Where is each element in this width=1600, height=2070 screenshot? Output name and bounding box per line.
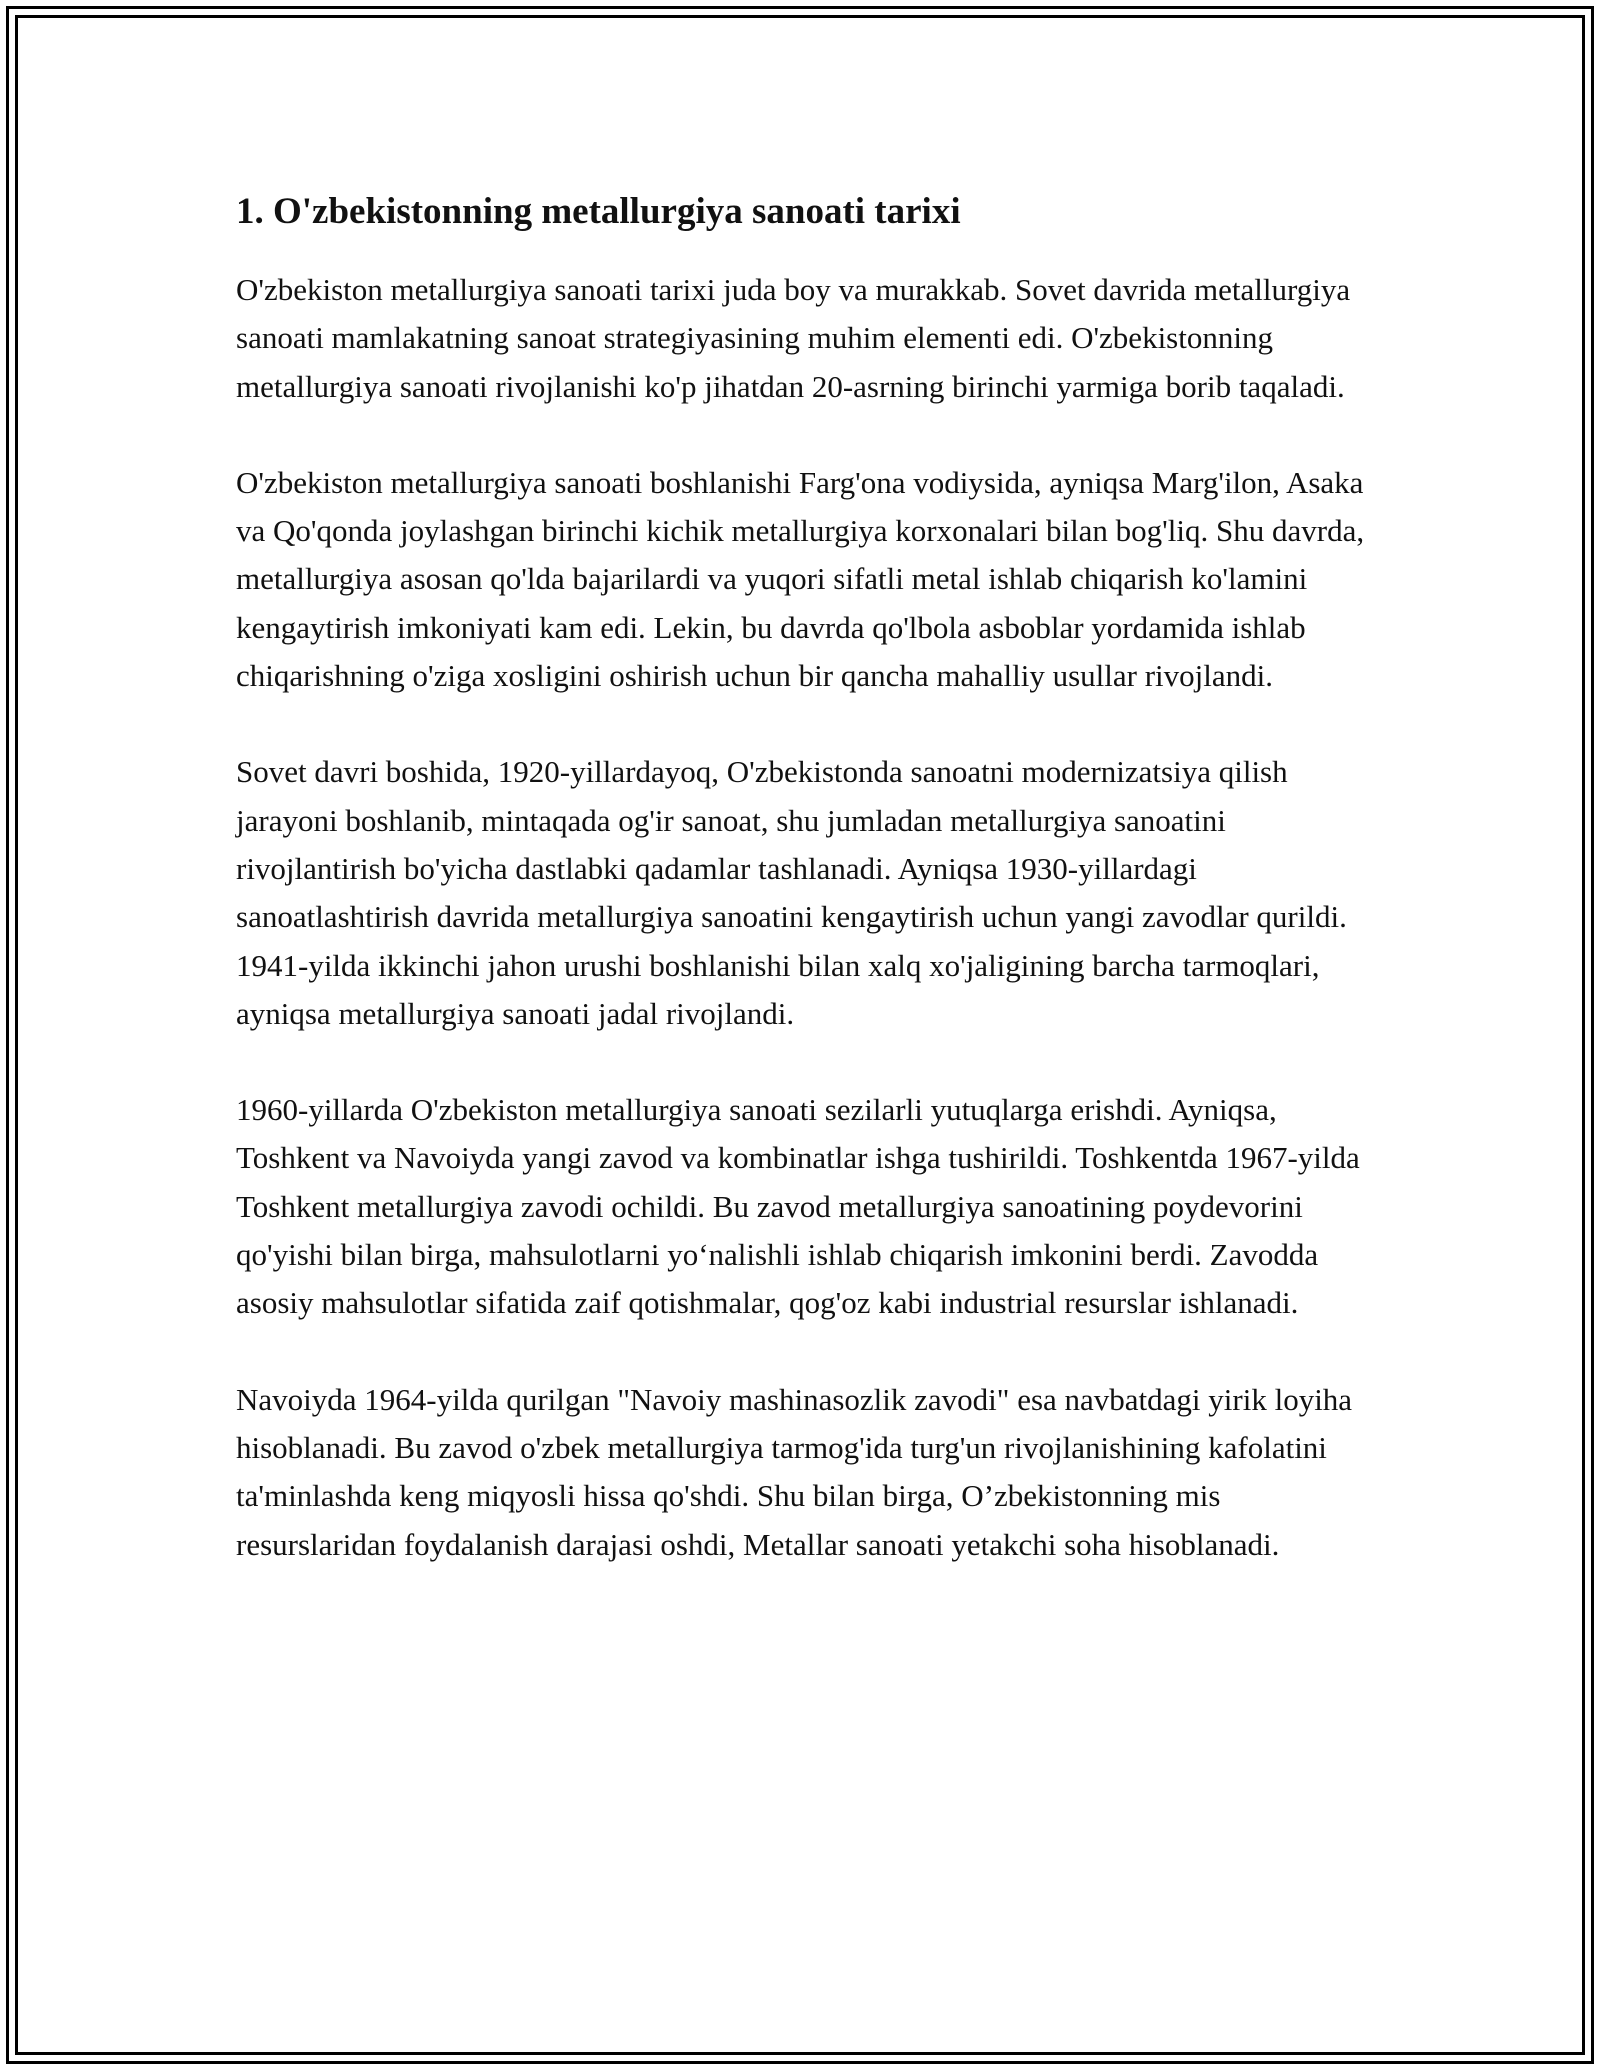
- paragraph-1: O'zbekiston metallurgiya sanoati tarixi juda boy va murakkab. Sovet davrida metallurgiya sanoati mamlakatning sanoat strategiyasining muhim elementi edi. O'zbekistonning metallurgiya sanoati rivojlanishi ko'p jihatdan 20-asrning birinchi yarmiga borib taqaladi.: [236, 272, 1351, 404]
- document-body: [236, 188, 1366, 1617]
- paragraph-4: 1960-yillarda O'zbekiston metallurgiya sanoati sezilarli yutuqlarga erishdi. Ayniqsa, Toshkent va Navoiyda yangi zavod va kombinatlar ishga tushirildi. Toshkentda 1967-yilda Toshkent metallurgiya zavodi ochildi. Bu zavod metallurgiya sanoatining poydevorini qo'yishi bilan birga, mahsulotlarni yo‘nalishli ishlab chiqarish imkonini berdi. Zavodda asosiy mahsulotlar sifatida zaif qotishmalar, qog'oz kabi industrial resurslar ishlanadi.: [236, 1092, 1360, 1321]
- page-title: 1. O'zbekistonning metallurgiya sanoati tarixi: [236, 191, 961, 232]
- paragraph-2: O'zbekiston metallurgiya sanoati boshlanishi Farg'ona vodiysida, ayniqsa Marg'ilon, Asaka va Qo'qonda joylashgan birinchi kichik metallurgiya korxonalari bilan bog'liq. Shu davrda, metallurgiya asosan qo'lda bajarilardi va yuqori sifatli metal ishlab chiqarish ko'lamini kengaytirish imkoniyati kam edi. Lekin, bu davrda qo'lbola asboblar yordamida ishlab chiqarishning o'ziga xosligini oshirish uchun bir qancha mahalliy usullar rivojlandi.: [236, 464, 1365, 694]
- paragraph-3: Sovet davri boshida, 1920-yillardayoq, O'zbekistonda sanoatni modernizatsiya qilish jarayoni boshlanib, mintaqada og'ir sanoat, shu jumladan metallurgiya sanoatini rivojlantirish bo'yicha dastlabki qadamlar tashlanadi. Ayniqsa 1930-yillardagi sanoatlashtirish davrida metallurgiya sanoatini kengaytirish uchun yangi zavodlar qurildi. 1941-yilda ikkinchi jahon urushi boshlanishi bilan xalq xo'jaligining barcha tarmoqlari, ayniqsa metallurgiya sanoati jadal rivojlandi.: [236, 754, 1347, 1031]
- paragraph-5: Navoiyda 1964-yilda qurilgan "Navoiy mashinasozlik zavodi" esa navbatdagi yirik loyiha hisoblanadi. Bu zavod o'zbek metallurgiya tarmog'ida turg'un rivojlanishining kafolatini ta'minlashda keng miqyosli hissa qo'shdi. Shu bilan birga, O’zbekistonning mis resurslaridan foydalanish darajasi oshdi, Metallar sanoati yetakchi soha hisoblanadi.: [236, 1381, 1353, 1562]
